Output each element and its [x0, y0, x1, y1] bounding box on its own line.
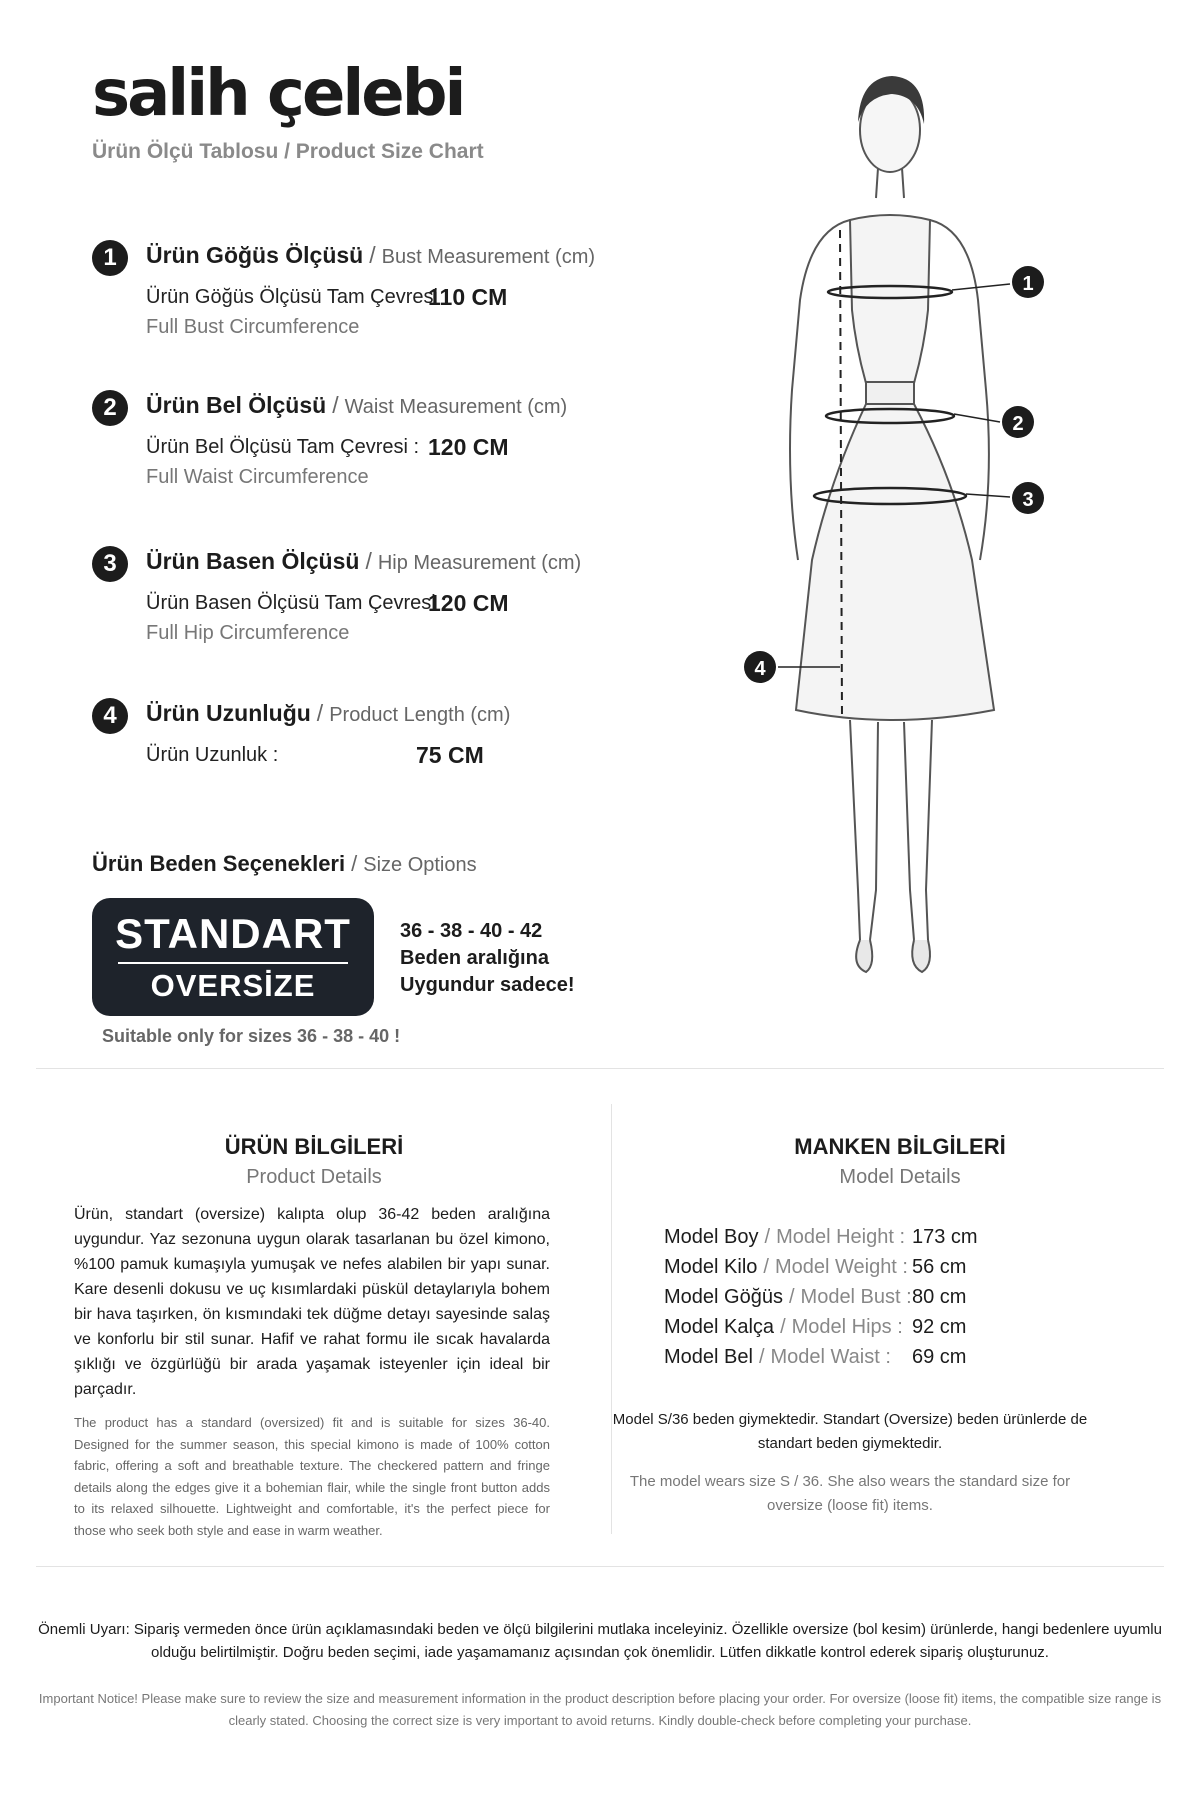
- marker-1: [1012, 266, 1044, 298]
- measurement-title-en: Bust Measurement (cm): [381, 246, 596, 268]
- dress-illustration: [700, 60, 1100, 1030]
- badge-divider: [118, 962, 348, 964]
- bust-pointer: [952, 284, 1010, 290]
- bottom-divider: [36, 1566, 1164, 1567]
- measurement-label-en: Full Waist Circumference: [146, 466, 369, 488]
- left-foot: [856, 940, 872, 972]
- measurement-label: Ürün Uzunluk :: [146, 744, 279, 766]
- dress-skirt: [796, 404, 994, 720]
- waist-pointer: [954, 414, 1000, 422]
- right-foot: [912, 940, 930, 972]
- measurement-title: Ürün Göğüs Ölçüsü: [146, 242, 364, 268]
- product-details-text: Ürün, standart (oversize) kalıpta olup 36-42 beden aralığına uygundur. Yaz sezonuna uygun olarak tasarlanan bu özel kimono, %100 pamuk kumaşıyla yumuşak ve nefes alabilen bir yapı sunar. Kare desenli dokusu ve uç kısımlardaki püskül detaylarıyla bohem bir hava taşırken, ön kısmındaki tek düğme detayı sayesinde salaş ve konforlu bir stil sunar. Hafif ve rahat formu ile sıcak havalarda şıklığı ve özgürlüğü bir arada yaşamak isteyenler için ideal bir parçadır.: [74, 1206, 550, 1398]
- model-row-hips: Model Kalça / Model Hips : 92 cm: [664, 1316, 967, 1338]
- measurement-value: 110 CM: [428, 284, 508, 310]
- measurement-label-en: Full Bust Circumference: [146, 316, 360, 338]
- marker-badge: 4: [92, 698, 128, 734]
- measurement-title-en: Hip Measurement (cm): [377, 552, 582, 574]
- marker-4: [744, 651, 776, 683]
- measurement-value: 75 CM: [416, 742, 484, 768]
- model-row-weight: Model Kilo / Model Weight : 56 cm: [664, 1256, 967, 1278]
- svg-text:1: 1: [1022, 273, 1034, 295]
- badge-standart: STANDART: [115, 910, 351, 957]
- dress-belt: [866, 382, 914, 404]
- size-options-title: Ürün Beden Seçenekleri / Size Options: [92, 851, 477, 876]
- measurement-title: Ürün Bel Ölçüsü: [146, 392, 327, 418]
- left-leg: [850, 720, 878, 940]
- model-details-title: MANKEN BİLGİLERİ: [794, 1134, 1006, 1159]
- model-note-en: The model wears size S / 36. She also wears the standard size for oversize (loose fit) items.: [629, 1473, 1071, 1514]
- important-notice-en: Important Notice! Please make sure to review the size and measurement information in the product description before placing your order. For oversize (loose fit) items, the compatible size range is clearly stated. Choosing the correct size is very important to avoid returns. Kindly double-check before completing your purchase.: [38, 1691, 1162, 1728]
- important-notice: Önemli Uyarı: Sipariş vermeden önce ürün açıklamasındaki beden ve ölçü bilgilerini mutlaka inceleyiniz. Özellikle oversize (bol kesim) ürünlerde, hangi bedenlere uyumlu olduğu belirtilmiştir. Doğru beden seçimi, iade yaşamamanız açısından çok önemlidir. Lütfen dikkatle kontrol ederek sipariş oluşturunuz.: [38, 1621, 1162, 1661]
- measurement-label-en: Full Hip Circumference: [146, 622, 350, 644]
- measurement-title-en: Product Length (cm): [329, 704, 511, 726]
- top-divider: [36, 1068, 1164, 1069]
- size-badge: [92, 898, 374, 1016]
- size-range-note: 36 - 38 - 40 - 42 Beden aralığına Uygundur sadece!: [400, 920, 575, 996]
- svg-text:3: 3: [1022, 489, 1034, 511]
- brand-logo: salih çelebi: [92, 57, 464, 131]
- badge-oversize: OVERSİZE: [150, 968, 316, 1003]
- right-leg: [904, 720, 932, 940]
- marker-badge: 2: [92, 390, 128, 426]
- model-row-height: Model Boy / Model Height : 173 cm: [664, 1226, 978, 1248]
- model-details-subtitle: Model Details: [839, 1166, 961, 1188]
- model-row-bust: Model Göğüs / Model Bust : 80 cm: [664, 1286, 967, 1308]
- dress-bodice: [850, 215, 930, 390]
- model-row-waist: Model Bel / Model Waist : 69 cm: [664, 1346, 967, 1368]
- marker-3: [1012, 482, 1044, 514]
- measurement-value: 120 CM: [428, 590, 509, 616]
- measurement-title: Ürün Basen Ölçüsü: [146, 548, 360, 574]
- model-note: Model S/36 beden giymektedir. Standart (Oversize) beden ürünlerde de standart beden giymektedir.: [612, 1411, 1088, 1452]
- marker-badge: 1: [92, 240, 128, 276]
- size-suitable-en: Suitable only for sizes 36 - 38 - 40 !: [102, 1026, 401, 1046]
- measurement-title-en: Waist Measurement (cm): [344, 396, 568, 418]
- product-details-subtitle: Product Details: [246, 1166, 382, 1188]
- page-subtitle: Ürün Ölçü Tablosu / Product Size Chart: [92, 140, 484, 163]
- svg-text:4: 4: [754, 658, 766, 680]
- marker-2: [1002, 406, 1034, 438]
- measurement-label: Ürün Basen Ölçüsü Tam Çevresi :: [146, 592, 447, 614]
- measurement-title: Ürün Uzunluğu: [146, 700, 311, 726]
- measurement-value: 120 CM: [428, 434, 509, 460]
- svg-text:2: 2: [1012, 413, 1024, 435]
- product-details-title: ÜRÜN BİLGİLERİ: [224, 1134, 404, 1159]
- product-details-text-en: The product has a standard (oversized) fit and is suitable for sizes 36-40. Designed for the summer season, this special kimono is made of 100% cotton fabric, offering a soft and breathable texture. The checkered pattern and fringe details along the edges give it a bohemian flair, while the single front button adds to its relaxed silhouette. Lightweight and comfortable, it's the perfect piece for those who seek both style and ease in warm weather.: [74, 1415, 550, 1538]
- marker-badge: 3: [92, 546, 128, 582]
- measurement-label: Ürün Bel Ölçüsü Tam Çevresi :: [146, 436, 420, 458]
- measurement-label: Ürün Göğüs Ölçüsü Tam Çevresi :: [146, 286, 450, 308]
